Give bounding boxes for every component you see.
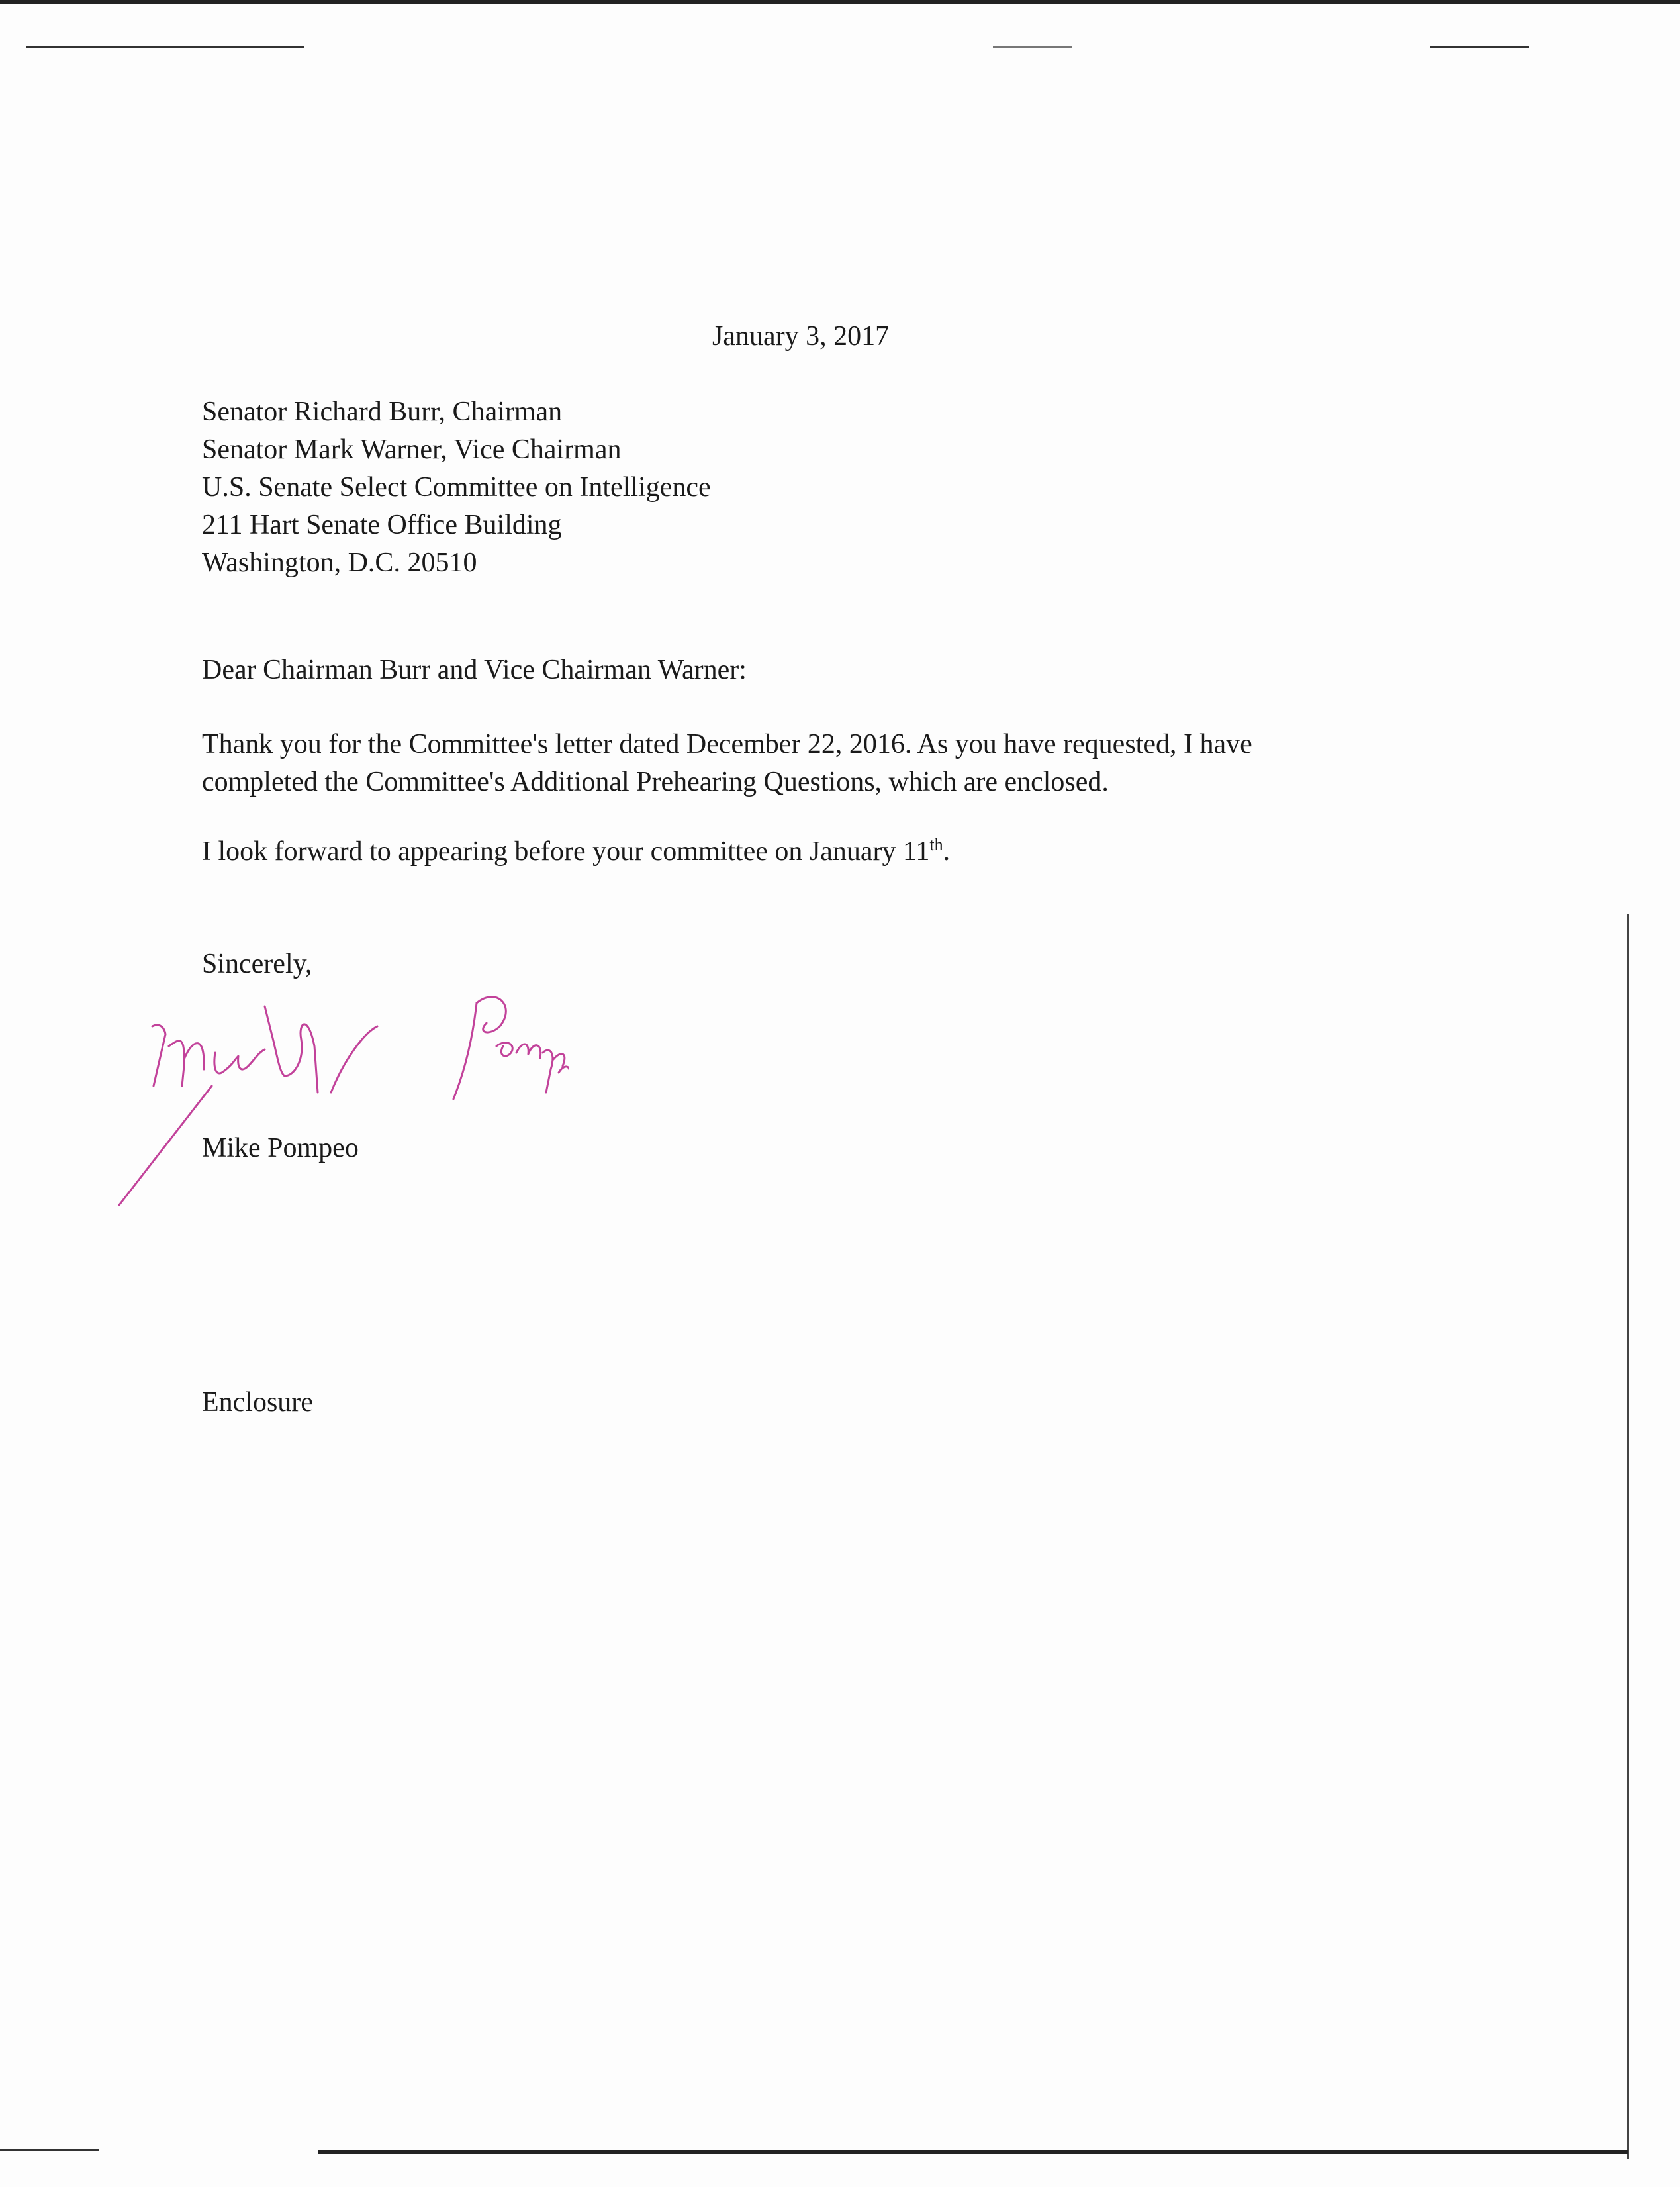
scan-edge-top-left — [26, 46, 304, 48]
address-line: U.S. Senate Select Committee on Intelligence — [202, 472, 711, 503]
paragraph-period: . — [943, 836, 951, 867]
scan-edge-bottom-left — [0, 2149, 99, 2151]
scan-edge-top-mid — [993, 46, 1072, 48]
scan-edge-top-right — [1430, 46, 1529, 48]
scan-edge-right — [1627, 914, 1629, 2159]
letter-date: January 3, 2017 — [712, 321, 890, 352]
salutation: Dear Chairman Burr and Vice Chairman Warner: — [202, 655, 747, 685]
body-paragraph-2 — [202, 833, 950, 870]
paragraph-line: Thank you for the Committee's letter dated December 22, 2016. As you have requested, I have — [202, 729, 1252, 759]
enclosure-note: Enclosure — [202, 1387, 313, 1418]
body-paragraph-1 — [202, 726, 1252, 801]
paragraph-text: I look forward to appearing before your committee on January 11 — [202, 836, 930, 867]
paragraph-line: completed the Committee's Additional Prehearing Questions, which are enclosed. — [202, 767, 1109, 797]
scan-edge-bottom — [318, 2150, 1628, 2154]
signer-name: Mike Pompeo — [202, 1133, 359, 1163]
scan-edge-top-border — [0, 0, 1680, 4]
address-line: 211 Hart Senate Office Building — [202, 510, 562, 540]
closing: Sincerely, — [202, 949, 312, 979]
address-line: Washington, D.C. 20510 — [202, 548, 477, 578]
ordinal-superscript: th — [929, 835, 943, 854]
address-line: Senator Richard Burr, Chairman — [202, 397, 563, 427]
address-block — [202, 393, 711, 582]
handwritten-signature — [106, 960, 569, 1212]
address-line: Senator Mark Warner, Vice Chairman — [202, 434, 622, 465]
